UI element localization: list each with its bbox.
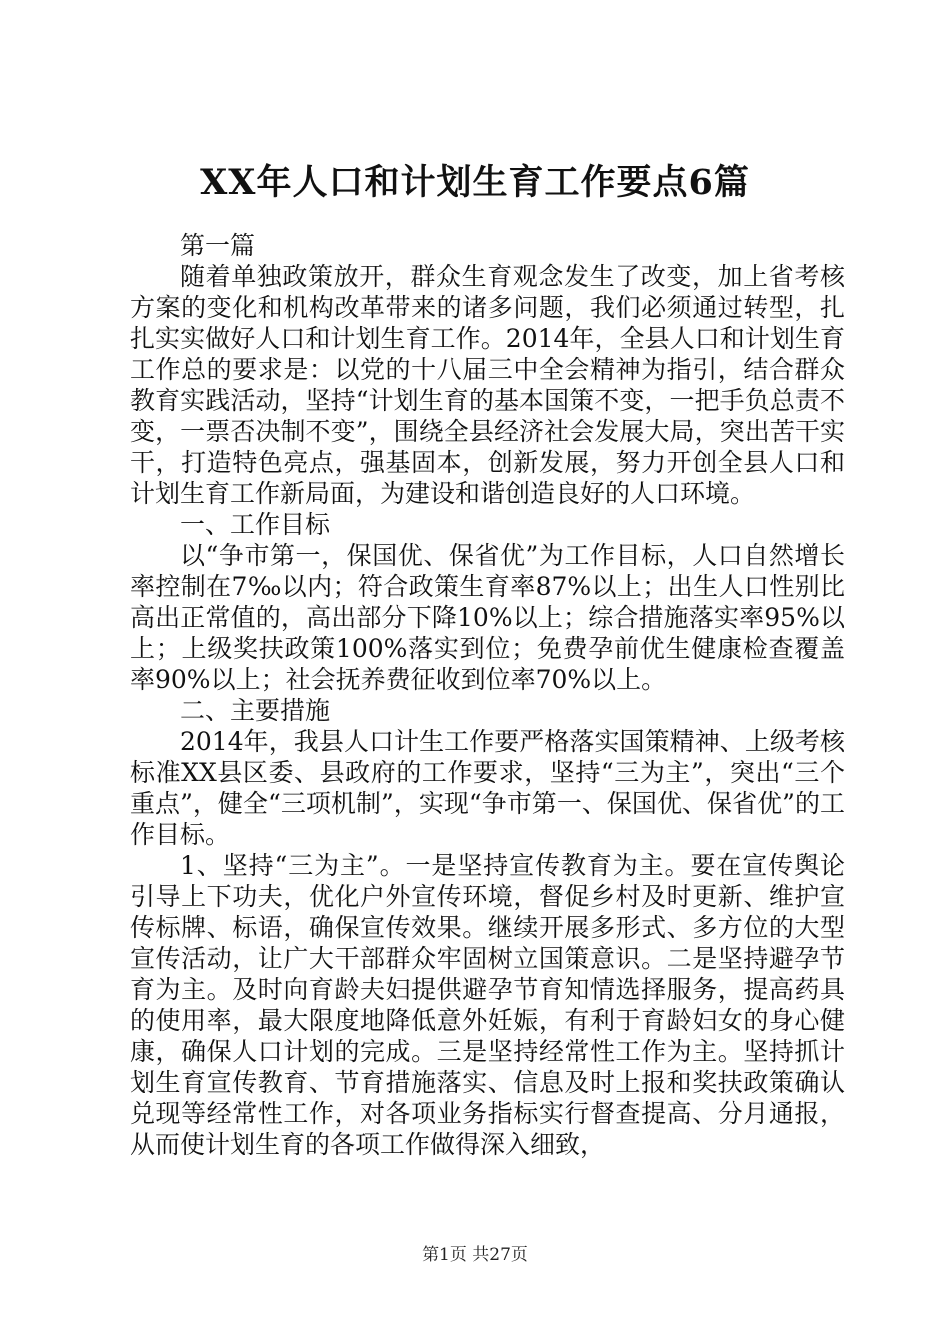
- paragraph-goals: 以“争市第一，保国优、保省优”为工作目标，人口自然增长率控制在7‰以内；符合政策生育率87%以上；出生人口性别比高出正常值的，高出部分下降10%以上；综合措施落实率95%以上；上级奖扶政策100%落实到位；免费孕前优生健康检查覆盖率90%以上；社会抚养费征收到位率70%以上。: [130, 541, 845, 694]
- section-label: 第一篇: [180, 231, 256, 260]
- paragraph-measures-intro: 2014年，我县人口计生工作要严格落实国策精神、上级考核标准XX县区委、县政府的工作要求，坚持“三为主”，突出“三个重点”，健全“三项机制”，实现“争市第一、保国优、保省优”的工作目标。: [130, 727, 845, 849]
- paragraph-measure-1: 1、坚持“三为主”。一是坚持宣传教育为主。要在宣传舆论引导上下功夫，优化户外宣传环境，督促乡村及时更新、维护宣传标牌、标语，确保宣传效果。继续开展多形式、多方位的大型宣传活动，让广大干部群众牢固树立国策意识。二是坚持避孕节育为主。及时向育龄夫妇提供避孕节育知情选择服务，提高药具的使用率，最大限度地降低意外妊娠，有利于育龄妇女的身心健康，确保人口计划的完成。三是坚持经常性工作为主。坚持抓计划生育宣传教育、节育措施落实、信息及时上报和奖扶政策确认兑现等经常性工作，对各项业务指标实行督查提高、分月通报，从而使计划生育的各项工作做得深入细致，: [130, 851, 845, 1159]
- heading-work-goals: 一、工作目标: [180, 510, 331, 539]
- document-body: [130, 230, 845, 1160]
- heading-main-measures: 二、主要措施: [180, 696, 331, 725]
- paragraph-intro: 随着单独政策放开，群众生育观念发生了改变，加上省考核方案的变化和机构改革带来的诸多问题，我们必须通过转型，扎扎实实做好人口和计划生育工作。2014年，全县人口和计划生育工作总的要求是：以党的十八届三中全会精神为指引，结合群众教育实践活动，坚持“计划生育的基本国策不变，一把手负总责不变，一票否决制不变”，围绕全县经济社会发展大局，突出苦干实干，打造特色亮点，强基固本，创新发展，努力开创全县人口和计划生育工作新局面，为建设和谐创造良好的人口环境。: [130, 262, 845, 508]
- document-title: XX年人口和计划生育工作要点6篇: [200, 162, 750, 203]
- page-footer: 第1页 共27页: [422, 1245, 528, 1265]
